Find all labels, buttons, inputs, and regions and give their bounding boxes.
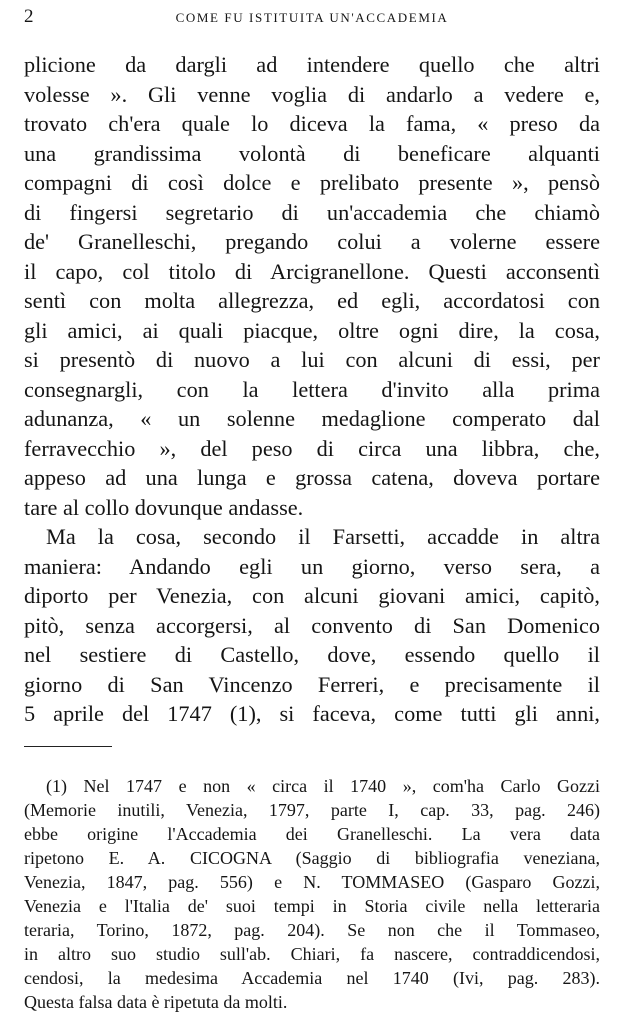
text-line: giorno di San Vincenzo Ferreri, e precisamente il <box>24 671 600 697</box>
text-line: de' Granelleschi, pregando colui a volerne essere <box>24 229 600 254</box>
text-line: maniera: Andando egli un giorno, verso sera, a <box>24 553 600 579</box>
footnote-line: Venezia e l'Italia de' suoi tempi in Storia civile nella letteraria <box>24 896 600 916</box>
running-title: COME FU ISTITUITA UN'ACCADEMIA <box>175 10 449 25</box>
text-line: volesse ». Gli venne voglia di andarlo a vedere e, <box>24 81 600 107</box>
text-line: sentì con molta allegrezza, ed egli, accordatosi con <box>24 288 600 313</box>
text-line: compagni di così dolce e prelibato presente », pensò <box>24 170 600 195</box>
page-header <box>24 6 600 30</box>
text-line: ferravecchio », del peso di circa una libbra, che, <box>24 435 600 461</box>
footnote-line: Venezia, 1847, pag. 556) e N. TOMMASEO (Gasparo Gozzi, <box>24 872 600 892</box>
text-line: plicione da dargli ad intendere quello che altri <box>24 52 600 77</box>
footnote <box>24 774 600 1014</box>
text-line: trovato ch'era quale lo diceva la fama, « preso da <box>24 111 600 136</box>
text-line: di fingersi segretario di un'accademia che chiamò <box>24 199 600 225</box>
footnote-line: in altro suo studio sull'ab. Chiari, fa nascere, contraddicendosi, <box>24 944 600 964</box>
text-line: una grandissima volontà di beneficare alquanti <box>24 140 600 166</box>
footnote-line: teraria, Torino, 1872, pag. 204). Se non che il Tommaseo, <box>24 920 600 940</box>
footnote-rule <box>24 746 112 747</box>
main-text <box>24 50 600 729</box>
text-line: Ma la cosa, secondo il Farsetti, accadde in altra <box>46 524 600 549</box>
footnote-line: ripetono E. A. CICOGNA (Saggio di bibliografia veneziana, <box>24 848 600 868</box>
text-line: nel sestiere di Castello, dove, essendo quello il <box>24 642 600 667</box>
text-line: gli amici, ai quali piacque, oltre ogni dire, la cosa, <box>24 317 600 343</box>
page-number: 2 <box>24 6 34 27</box>
footnote-line: (Memorie inutili, Venezia, 1797, parte I, cap. 33, pag. 246) <box>24 800 600 820</box>
text-line: appeso ad una lunga e grossa catena, doveva portare <box>24 465 600 490</box>
text-line: si presentò di nuovo a lui con alcuni di essi, per <box>24 347 600 372</box>
text-line: tare al collo dovunque andasse. <box>24 494 304 520</box>
text-line: pitò, senza accorgersi, al convento di San Domenico <box>24 612 600 638</box>
text-line: il capo, col titolo di Arcigranellone. Questi acconsentì <box>24 258 600 284</box>
text-line: diporto per Venezia, con alcuni giovani amici, capitò, <box>24 583 600 608</box>
text-line: consegnargli, con la lettera d'invito alla prima <box>24 376 600 402</box>
footnote-line: (1) Nel 1747 e non « circa il 1740 », com'ha Carlo Gozzi <box>46 776 600 796</box>
footnote-line: ebbe origine l'Accademia dei Granelleschi. La vera data <box>24 824 600 844</box>
footnote-line: cendosi, la medesima Accademia nel 1740 (Ivi, pag. 283). <box>24 968 600 988</box>
text-line: adunanza, « un solenne medaglione comperato dal <box>24 406 600 431</box>
text-line: 5 aprile del 1747 (1), si faceva, come tutti gli anni, <box>24 701 600 726</box>
footnote-line: Questa falsa data è ripetuta da molti. <box>24 992 288 1012</box>
